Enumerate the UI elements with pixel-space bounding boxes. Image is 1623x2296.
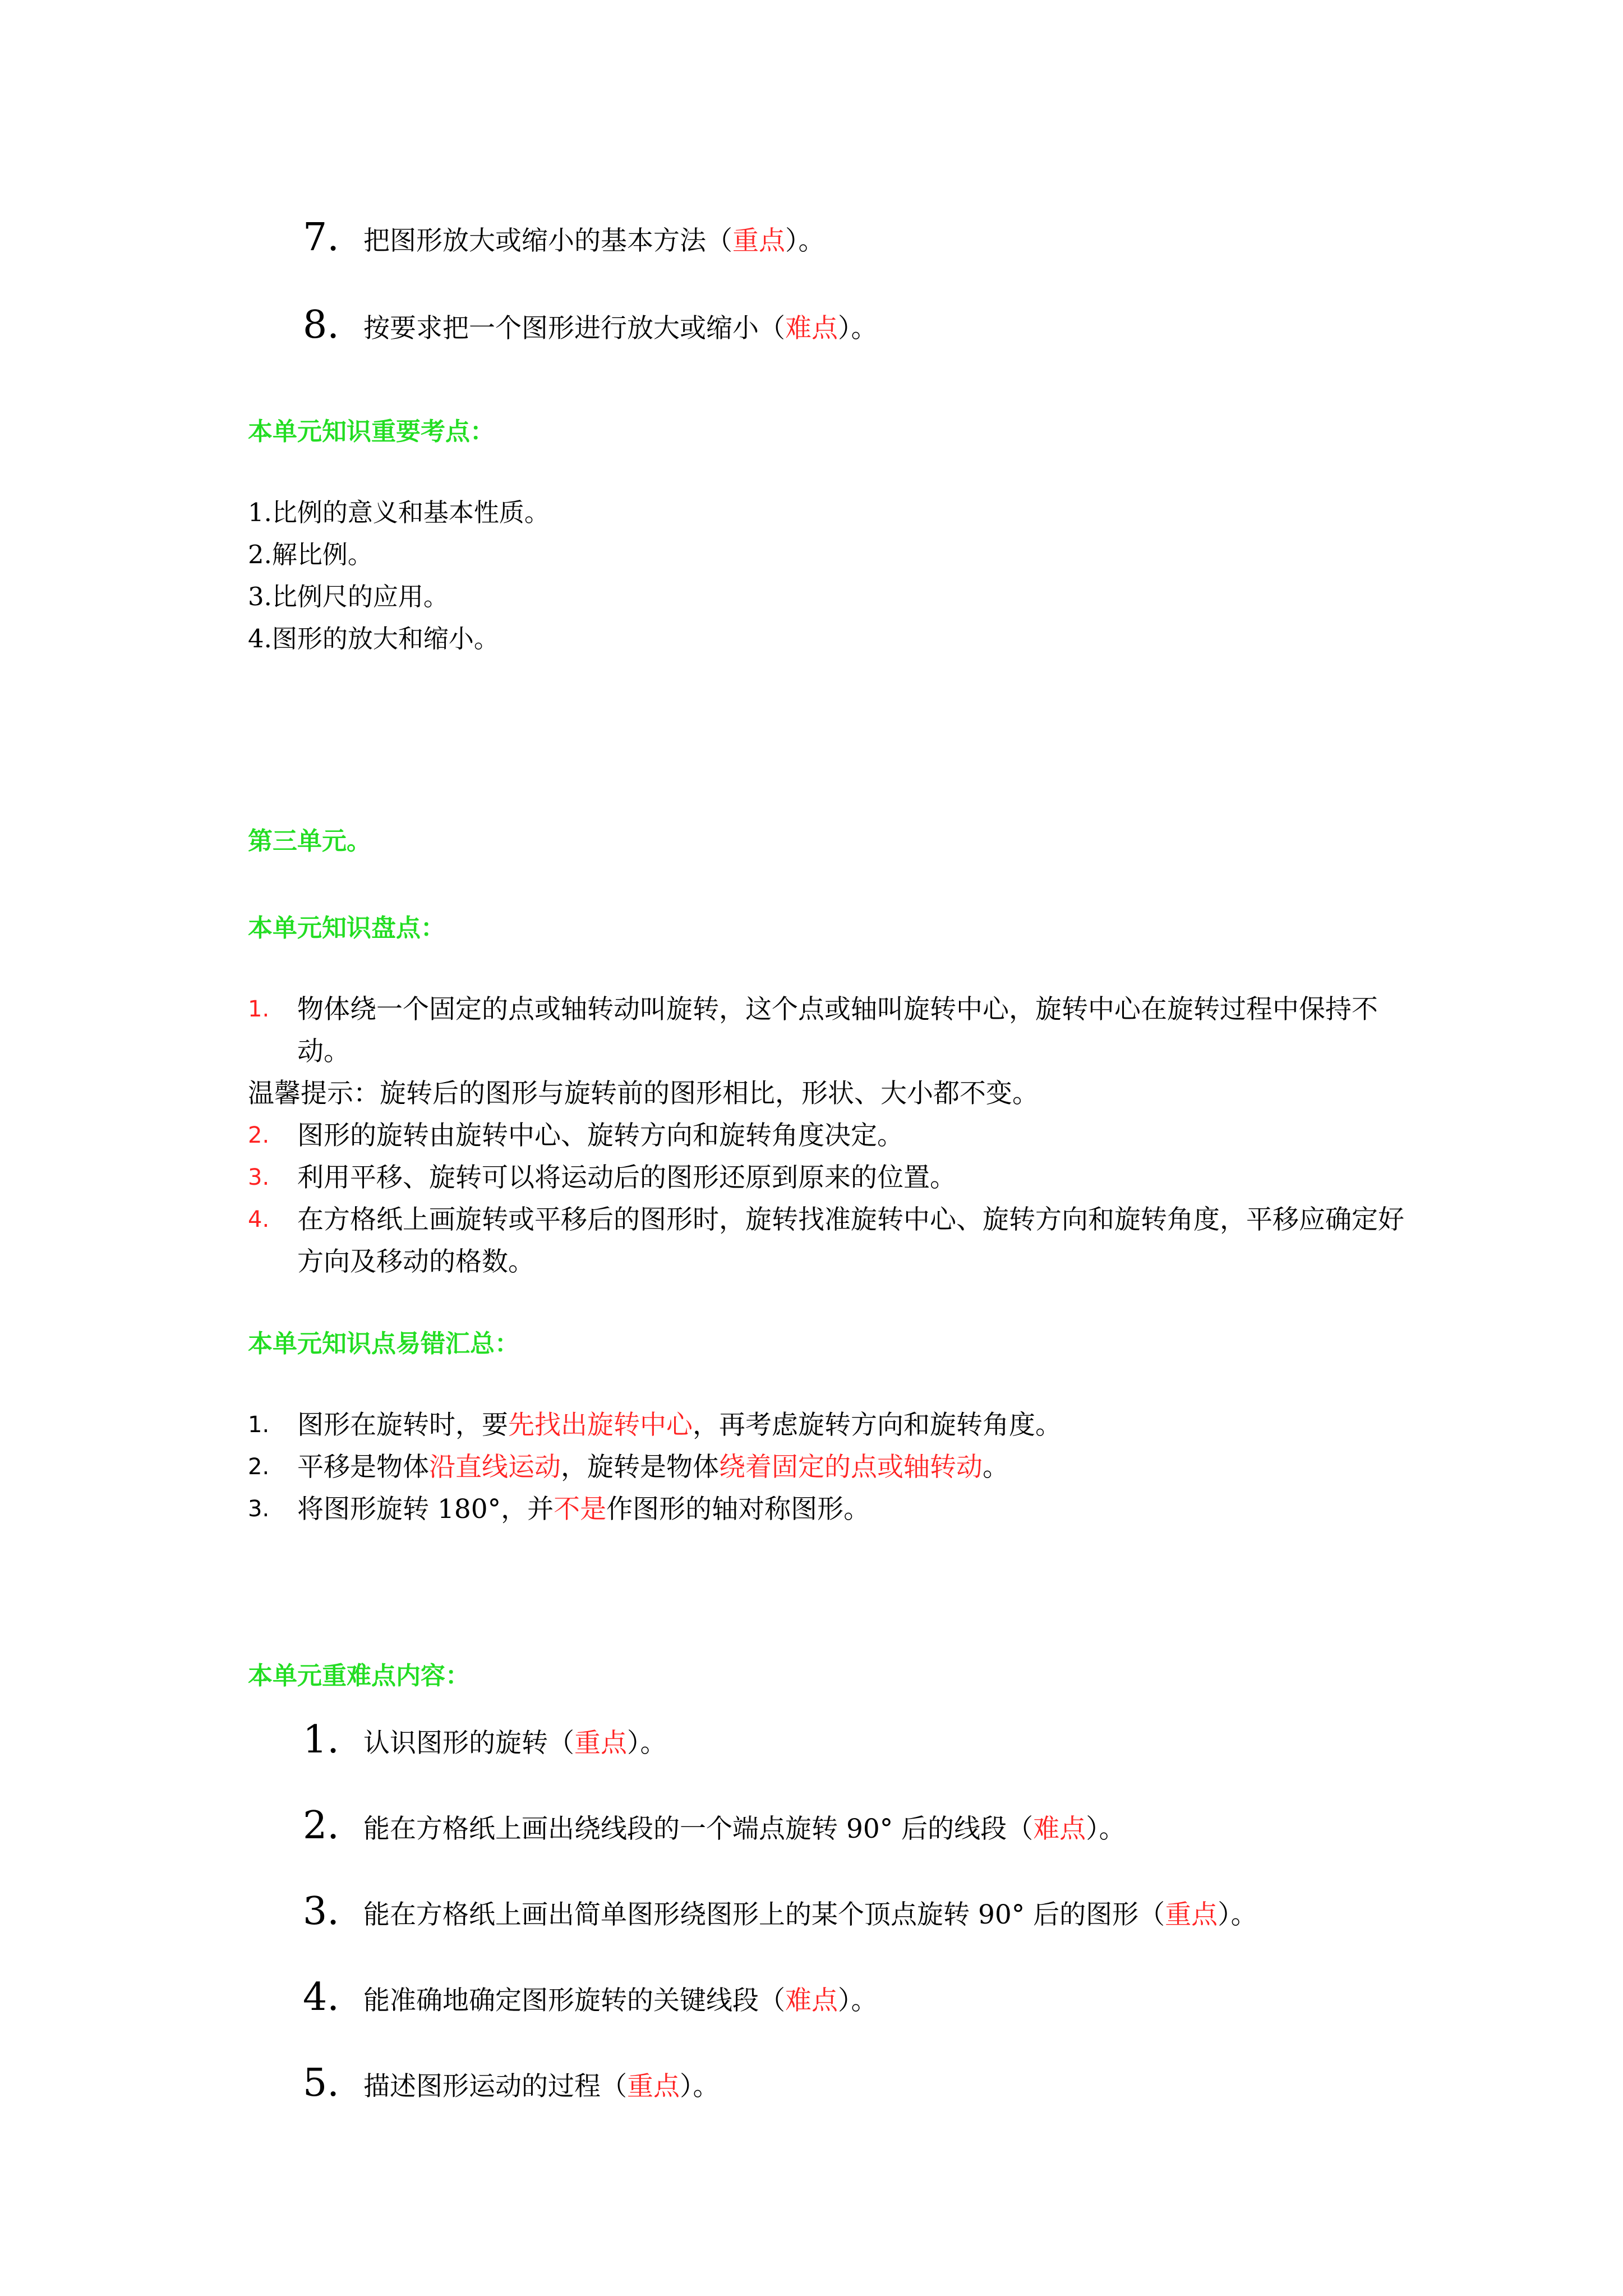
item-number: 5. <box>303 2061 339 2105</box>
item-number: 7. <box>303 215 339 260</box>
list-item <box>248 1404 1426 1446</box>
list-item: 2.解比例。 <box>248 540 373 569</box>
item-number: 1. <box>303 1718 339 1762</box>
item-number: 8. <box>303 303 339 347</box>
item-text: 平移是物体沿直线运动，旋转是物体绕着固定的点或轴转动。 <box>297 1452 1009 1483</box>
key-tag: 重点 <box>732 226 785 256</box>
key-points-list <box>248 491 550 660</box>
list-item <box>248 1115 1426 1157</box>
item-text: 把图形放大或缩小的基本方法（重点）。 <box>363 226 825 256</box>
list-item <box>248 1199 1426 1283</box>
item-text: 按要求把一个图形进行放大或缩小（难点）。 <box>363 313 878 344</box>
item-text: 利用平移、旋转可以将运动后的图形还原到原来的位置。 <box>297 1162 956 1193</box>
item-number: 4. <box>303 1975 339 2019</box>
list-item <box>248 988 1426 1073</box>
tip-text: 温馨提示：旋转后的图形与旋转前的图形相比，形状、大小都不变。 <box>248 1078 1039 1109</box>
difficulty-tag: 难点 <box>785 313 838 344</box>
list-item <box>248 1446 1426 1488</box>
item-number: 3. <box>303 1889 339 1934</box>
item-text: 能在方格纸上画出简单图形绕图形上的某个顶点旋转 90° 后的图形（重点）。 <box>363 1899 1257 1930</box>
key-points-heading: 本单元知识重要考点： <box>248 417 495 446</box>
item-text: 图形的旋转由旋转中心、旋转方向和旋转角度决定。 <box>297 1120 903 1151</box>
item-number: 2. <box>303 1803 339 1848</box>
list-item: 1.比例的意义和基本性质。 <box>248 498 550 527</box>
item-number: 2. <box>248 1122 270 1148</box>
item-number: 4. <box>248 1207 270 1232</box>
item-text: 认识图形的旋转（重点）。 <box>363 1728 667 1759</box>
inventory-heading: 本单元知识盘点： <box>248 914 445 942</box>
mistakes-list <box>248 1404 1426 1530</box>
item-text: 描述图形运动的过程（重点）。 <box>363 2071 720 2102</box>
item-number: 2. <box>248 1454 270 1480</box>
item-text: 在方格纸上画旋转或平移后的图形时，旋转找准旋转中心、旋转方向和旋转角度，平移应确定好方向及移动的格数。 <box>297 1204 1404 1277</box>
list-item: 3.比例尺的应用。 <box>248 582 449 611</box>
inventory-list <box>248 988 1426 1283</box>
list-item <box>248 1157 1426 1199</box>
list-item <box>248 1488 1426 1530</box>
focus-heading: 本单元重难点内容： <box>248 1662 470 1690</box>
item-text: 图形在旋转时，要先找出旋转中心，再考虑旋转方向和旋转角度。 <box>297 1410 1062 1441</box>
item-text: 能在方格纸上画出绕线段的一个端点旋转 90° 后的线段（难点）。 <box>363 1814 1126 1844</box>
unit-title: 第三单元。 <box>248 827 371 855</box>
item-number: 3. <box>248 1165 270 1190</box>
item-text: 能准确地确定图形旋转的关键线段（难点）。 <box>363 1985 878 2016</box>
item-number: 1. <box>248 996 270 1022</box>
list-item: 4.图形的放大和缩小。 <box>248 624 499 654</box>
item-text: 物体绕一个固定的点或轴转动叫旋转，这个点或轴叫旋转中心，旋转中心在旋转过程中保持不动。 <box>297 994 1378 1067</box>
mistakes-heading: 本单元知识点易错汇总： <box>248 1329 519 1358</box>
item-number: 1. <box>248 1412 270 1438</box>
item-number: 3. <box>248 1496 270 1522</box>
item-text: 将图形旋转 180°，并不是作图形的轴对称图形。 <box>297 1494 870 1525</box>
